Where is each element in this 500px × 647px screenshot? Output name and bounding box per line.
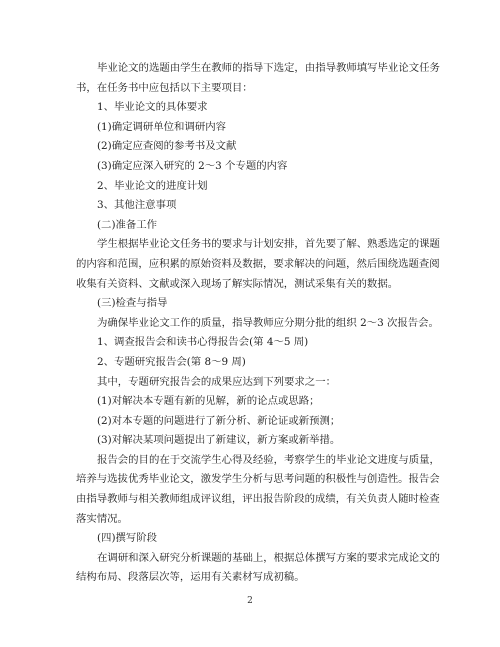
text-line: 毕业论文的选题由学生在教师的指导下选定，由指导教师填写毕业论文任务 (97, 62, 440, 74)
paragraph-preparation (76, 235, 440, 294)
page-number: 2 (247, 596, 253, 606)
text-line: 学生根据毕业论文任务书的要求与计划安排，首先要了解、熟悉选定的课题 (97, 238, 440, 251)
text-line: 报告会的目的在于交流学生心得及经验，考察学生的毕业论文进度与质量， (97, 453, 440, 466)
text-line: 1、毕业论文的具体要求 (97, 101, 208, 114)
text-line: (2)对本专题的问题进行了新分析、新论证或新预测； (97, 414, 341, 427)
section-heading-writing (76, 529, 431, 549)
text-line: 书，在任务书中应包括以下主要项目： (76, 81, 253, 94)
paragraph-intro (76, 59, 440, 98)
paragraph-requirements (76, 373, 431, 393)
list-item-requirements (76, 98, 431, 118)
text-line: (3)对解决某项问题提出了新建议，新方案或新举措。 (97, 434, 341, 447)
list-item-subitem-1 (76, 118, 431, 138)
text-line: 1、调查报告会和读书心得报告会(第 4～5 周) (97, 336, 309, 349)
list-item-requirement-2 (76, 412, 431, 432)
list-item-requirement-1 (76, 392, 431, 412)
section-heading-review (76, 294, 431, 314)
paragraph-report-purpose (76, 451, 440, 529)
text-line: 落实情况。 (76, 512, 128, 525)
paragraph-review (76, 314, 439, 334)
section-heading-preparation (76, 216, 431, 236)
list-item-report-1 (76, 333, 431, 353)
text-line: 2、专题研究报告会(第 8～9 周) (97, 355, 246, 368)
paragraph-writing (76, 549, 440, 588)
list-item-requirement-3 (76, 431, 431, 451)
text-line: 3、其他注意事项 (97, 199, 177, 212)
list-item-notes (76, 196, 431, 216)
document-body (76, 59, 440, 588)
text-line: 其中，专题研究报告会的成果应达到下列要求之一： (97, 375, 336, 388)
text-line: 为确保毕业论文工作的质量，指导教师应分期分批的组织 2～3 次报告会。 (97, 316, 439, 329)
text-line: (2)确定应查阅的参考书及文献 (97, 140, 237, 153)
text-line: (3)确定应深入研究的 2～3 个专题的内容 (97, 159, 288, 172)
list-item-subitem-3 (76, 157, 431, 177)
list-item-schedule (76, 177, 431, 197)
text-line: 2、毕业论文的进度计划 (97, 179, 208, 192)
text-line: (1)对解决本专题有新的见解，新的论点或思路； (97, 395, 320, 408)
text-line: (四)撰写阶段 (97, 532, 158, 545)
text-line: 结构布局、段落层次等，运用有关素材写成初稿。 (76, 571, 305, 584)
text-line: 收集有关资料、文献或深入现场了解实际情况，测试采集有关的数据。 (76, 277, 399, 290)
text-line: 由指导教师与相关教师组成评议组，评出报告阶段的成绩，有关负责人随时检查 (76, 493, 440, 506)
text-line: (三)检查与指导 (97, 297, 168, 310)
list-item-subitem-2 (76, 137, 431, 157)
text-line: (1)确定调研单位和调研内容 (97, 120, 227, 133)
text-line: 的内容和范围，应积累的原始资料及数据，要求解决的问题，然后围绕选题查阅 (76, 257, 440, 270)
text-line: (二)准备工作 (97, 218, 158, 231)
list-item-report-2 (76, 353, 431, 373)
text-line: 在调研和深入研究分析课题的基础上，根据总体撰写方案的要求完成论文的 (97, 551, 440, 564)
text-line: 培养与选拔优秀毕业论文，激发学生分析与思考问题的积极性与创造性。报告会 (76, 473, 440, 486)
